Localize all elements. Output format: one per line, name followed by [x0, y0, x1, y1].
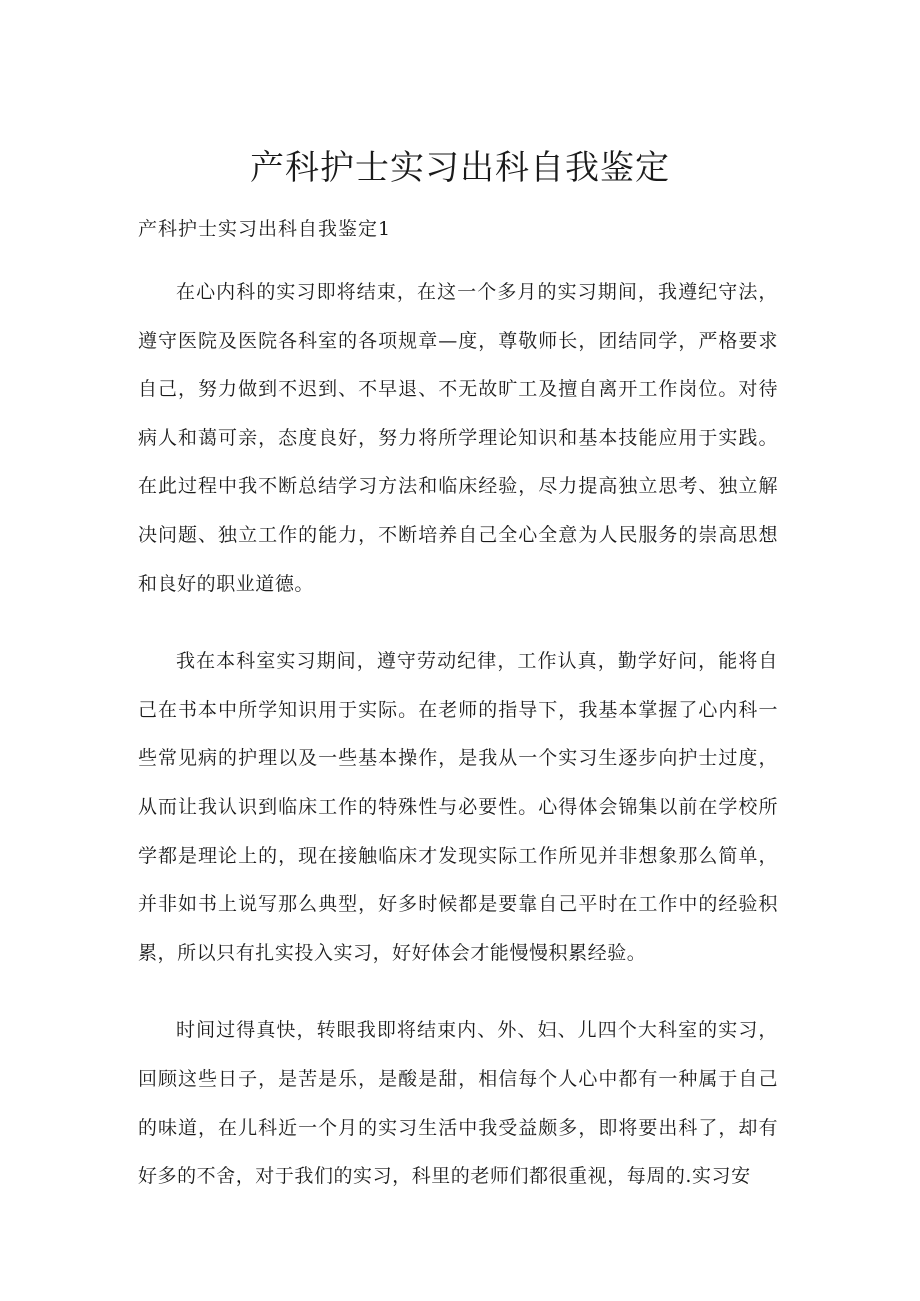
document-subtitle: 产科护士实习出科自我鉴定1: [138, 218, 392, 240]
document-body: [138, 268, 778, 1230]
paragraph-2: 我在本科室实习期间，遵守劳动纪律，工作认真，勤学好问，能将自己在书本中所学知识用于实际。在老师的指导下，我基本掌握了心内科一些常见病的护理以及一些基本操作，是我从一个实习生逐步向护士过度，从而让我认识到临床工作的特殊性与必要性。心得体会锦集以前在学校所学都是理论上的，现在接触临床才发现实际工作所见并非想象那么简单，并非如书上说写那么典型，好多时候都是要靠自己平时在工作中的经验积累，所以只有扎实投入实习，好好体会才能慢慢积累经验。: [138, 650, 778, 964]
document-title: 产科护士实习出科自我鉴定: [250, 148, 670, 188]
paragraph-3: 时间过得真快，转眼我即将结束内、外、妇、儿四个大科室的实习，回顾这些日子，是苦是乐，是酸是甜，相信每个人心中都有一种属于自己的味道，在儿科近一个月的实习生活中我受益颇多，即将要出科了，却有好多的不舍，对于我们的实习，科里的老师们都很重视，每周的.实习安: [138, 1019, 778, 1188]
paragraph-1: 在心内科的实习即将结束，在这一个多月的实习期间，我遵纪守法，遵守医院及医院各科室的各项规章—度，尊敬师长，团结同学，严格要求自己，努力做到不迟到、不早退、不无故旷工及擅自离开工作岗位。对待病人和蔼可亲，态度良好，努力将所学理论知识和基本技能应用于实践。在此过程中我不断总结学习方法和临床经验，尽力提高独立思考、独立解决问题、独立工作的能力，不断培养自己全心全意为人民服务的崇高思想和良好的职业道德。: [138, 281, 778, 595]
